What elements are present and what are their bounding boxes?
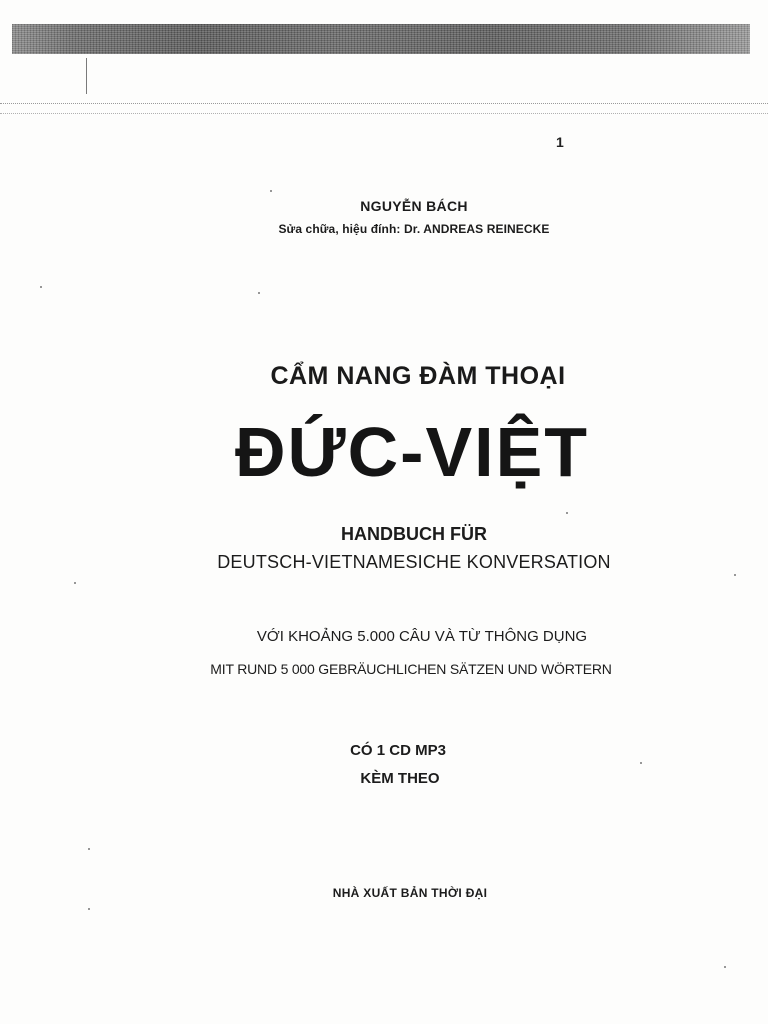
scan-speck — [270, 190, 272, 192]
scan-speck — [40, 286, 42, 288]
scan-speck — [724, 966, 726, 968]
scan-speck — [566, 512, 568, 514]
publisher-name: NHÀ XUẤT BẢN THỜI ĐẠI — [332, 886, 488, 900]
margin-mark — [86, 58, 87, 94]
scan-speck — [734, 574, 736, 576]
tagline-german: MIT RUND 5 000 GEBRÄUCHLICHEN SÄTZEN UND WÖRTERN — [210, 661, 612, 677]
scan-speck — [640, 762, 642, 764]
german-title-line-1: HANDBUCH FÜR — [341, 524, 487, 544]
scan-speck — [258, 292, 260, 294]
dotted-rule — [0, 113, 768, 114]
scan-speck — [88, 848, 90, 850]
tagline-vietnamese: VỚI KHOẢNG 5.000 CÂU VÀ TỪ THÔNG DỤNG — [256, 628, 588, 645]
page-mark: 1 — [556, 134, 564, 150]
editor-credit: Sửa chữa, hiệu đính: Dr. ANDREAS REINECKE — [278, 222, 550, 236]
dotted-rule — [0, 103, 768, 104]
cd-note-line-2: KÈM THEO — [360, 770, 440, 787]
scan-speck — [74, 582, 76, 584]
book-subtitle-vietnamese: CẨM NANG ĐÀM THOẠI — [270, 362, 566, 390]
scan-speck — [88, 908, 90, 910]
german-title-line-2: DEUTSCH-VIETNAMESICHE KONVERSATION — [217, 552, 611, 572]
book-title: ĐỨC-VIỆT — [234, 413, 590, 491]
cd-note-line-1: CÓ 1 CD MP3 — [350, 742, 446, 759]
author-name: NGUYỄN BÁCH — [360, 198, 468, 214]
scan-header-bar — [12, 24, 750, 54]
